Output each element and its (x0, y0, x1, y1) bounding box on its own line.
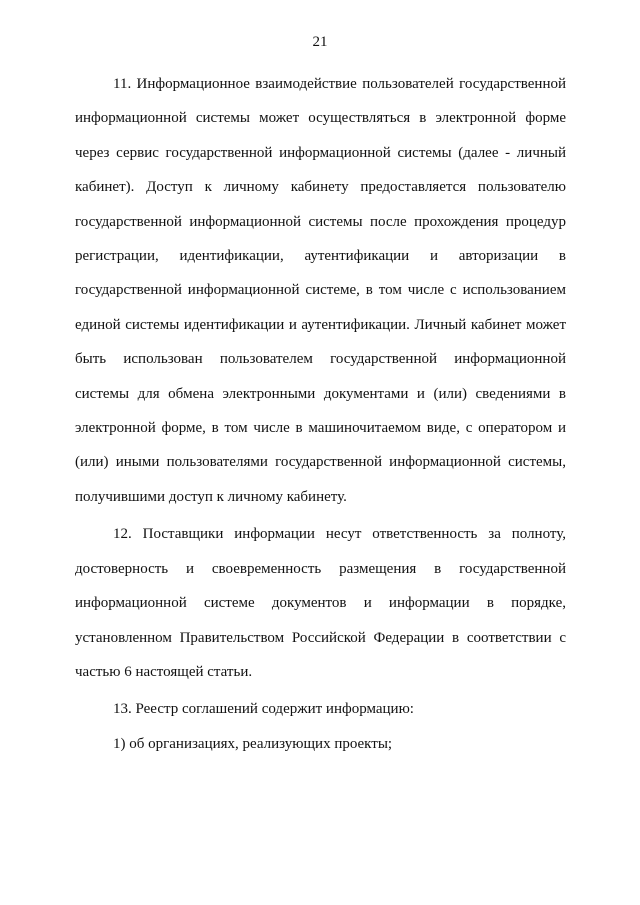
paragraph-item-11: 11. Информационное взаимодействие пользователей государственной информационной системы может осуществляться в электронной форме через сервис государственной информационной системы (далее - личный кабинет). Доступ к личному кабинету предоставляется пользователю государственной информационной системы после прохождения процедур регистрации, идентификации, аутентификации и авторизации в государственной информационной системе, в том числе с использованием единой системы идентификации и аутентификации. Личный кабинет может быть использован пользователем государственной информационной системы для обмена электронными документами и (или) сведениями в электронной форме, в том числе в машиночитаемом виде, с оператором и (или) иными пользователями государственной информационной системы, получившими доступ к личному кабинету. (75, 76, 566, 505)
page-number: 21 (312, 34, 328, 50)
document-body (75, 67, 566, 761)
paragraph-item-13: 13. Реестр соглашений содержит информацию: (113, 701, 414, 718)
list-item-1: 1) об организациях, реализующих проекты; (113, 735, 393, 752)
paragraph-item-12: 12. Поставщики информации несут ответственность за полноту, достоверность и своевременность размещения в государственной информационной системе документов и информации в порядке, установленном Правительством Российской Федерации в соответствии с частью 6 настоящей статьи. (75, 526, 566, 680)
